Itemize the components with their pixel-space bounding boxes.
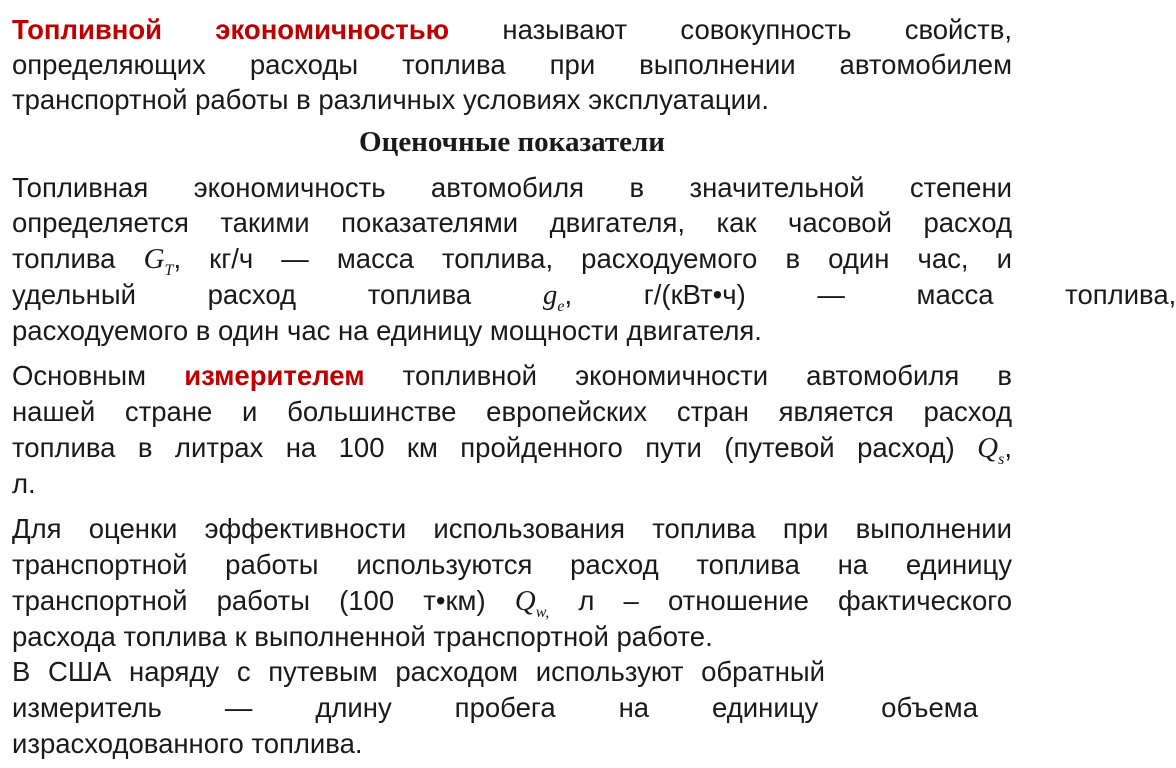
paragraph-measure-line-2: нашей стране и большинстве европейских стран является расход [12,396,1012,427]
term-measure: измерителем [184,360,365,391]
paragraph-indicators-line-3: топлива $G_T$, кг/ч — масса топлива, расходуемого в один час, и [12,243,1012,279]
paragraph-efficiency-line-3: транспортной работы (100 т•км) $Q_{w,}$ л – отношение фактического [12,585,1012,621]
paragraph-efficiency-line-4: расхода топлива к выполненной транспортной работе. [12,621,713,652]
paragraph-measure-line-3: топлива в литрах на 100 км пройденного пути (путевой расход) $Q_s$, [12,432,1012,468]
term-fuel-economy: Топливной экономичностью [12,14,450,45]
paragraph-measure-line-1: Основным измерителем топливной экономичности автомобиля в [12,360,1013,391]
paragraph-definition-line-2: определяющих расходы топлива при выполнении автомобилем [12,49,1012,80]
section-heading: Оценочные показатели [359,126,665,158]
paragraph-indicators-line-4: удельный расход топлива $g_e$, г/(кВт•ч) — масса топлива, [12,279,1176,315]
paragraph-usa-line-2: измеритель — длину пробега на единицу объема [12,692,978,723]
symbol-ge: $g_e$ [542,279,565,315]
symbol-qs: $Q_s$ [977,432,1005,468]
paragraph-efficiency-line-1: Для оценки эффективности использования топлива при выполнении [12,513,1012,544]
paragraph-measure-line-4: л. [12,468,36,499]
paragraph-usa-line-3: израсходованного топлива. [12,728,363,759]
paragraph-usa-line-1: В США наряду с путевым расходом используют обратный [12,656,826,687]
symbol-qw: $Q_{w,}$ [514,585,550,621]
paragraph-indicators-line-2: определяется такими показателями двигателя, как часовой расход [12,207,1012,238]
paragraph-indicators-line-1: Топливная экономичность автомобиля в значительной степени [12,172,1012,203]
paragraph-definition-line-1: Топливной экономичностью называют совокупность свойств, [12,14,1012,45]
paragraph-indicators-line-5: расходуемого в один час на единицу мощности двигателя. [12,315,762,346]
symbol-gt: $G_T$ [143,243,174,279]
paragraph-efficiency-line-2: транспортной работы используются расход топлива на единицу [12,549,1012,580]
paragraph-definition-line-3: транспортной работы в различных условиях эксплуатации. [12,84,769,115]
